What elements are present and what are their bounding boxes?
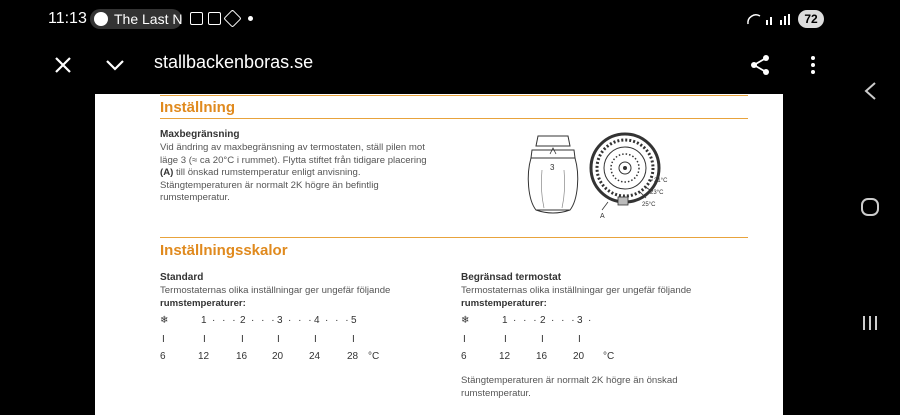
- battery-indicator: 72: [798, 10, 824, 28]
- mail-icon: [208, 12, 221, 25]
- recents-icon[interactable]: [852, 305, 888, 341]
- more-notifications-dot: [248, 16, 253, 21]
- limited-description: Termostaternas olika inställningar ger ungefär följande rumstemperaturer:: [461, 285, 692, 309]
- standard-title: Standard: [160, 272, 204, 283]
- standard-scale-row: ❄ 1 · · · 2 · · · 3 · · · 4 · · · 5: [160, 315, 357, 326]
- svg-text:3: 3: [550, 163, 555, 172]
- dial-icon: [591, 134, 659, 210]
- section-rule: [160, 237, 748, 238]
- thermostat-head-icon: [528, 136, 577, 213]
- limited-title: Begränsad termostat: [461, 272, 562, 283]
- instruction-text: Vid ändring av maxbegränsning av termostaten, ställ pilen mot läge 3 (≈ ca 20°C i rummet). Flytta stiftet från tidigare placering (A) till önskad rumstemperatur enligt anvisning. Stängtemperaturen är normalt 2K högre än befintlig rumstemperatur.: [160, 142, 427, 203]
- frost-icon: ❄: [160, 315, 169, 326]
- limited-tick-row: I I I I: [463, 334, 581, 345]
- thermostat-illustration: [520, 130, 730, 220]
- limited-temp-row: 6 12 16 20 °C: [461, 351, 615, 362]
- chevron-down-icon[interactable]: [100, 50, 130, 80]
- browser-toolbar: [0, 38, 830, 94]
- signal-icon: [746, 12, 796, 26]
- section-rule: [160, 95, 748, 96]
- home-icon[interactable]: [852, 189, 888, 225]
- svg-text:A: A: [600, 213, 605, 220]
- standard-tick-row: I I I I I I: [162, 334, 355, 345]
- screenshot-icon: [190, 12, 203, 25]
- status-bar: [0, 0, 830, 38]
- limited-note: Stängtemperaturen är normalt 2K högre än önskad rumstemperatur.: [461, 375, 678, 399]
- frost-icon: ❄: [461, 315, 470, 326]
- media-title: The Last N: [114, 11, 183, 27]
- section-heading: Inställningsskalor: [160, 242, 288, 259]
- share-icon[interactable]: [746, 50, 776, 80]
- standard-description: Termostaternas olika inställningar ger ungefär följande rumstemperaturer:: [160, 285, 391, 309]
- svg-text:23°C: 23°C: [650, 190, 664, 196]
- standard-temp-row: 6 12 16 20 24 28 °C: [160, 351, 380, 362]
- clock: 11:13: [48, 10, 87, 27]
- subheading: Maxbegränsning: [160, 129, 240, 140]
- document-page: [95, 94, 783, 415]
- svg-text:25°C: 25°C: [642, 202, 656, 208]
- navigation-bar: [840, 0, 900, 415]
- media-chip[interactable]: [90, 9, 182, 29]
- page-url[interactable]: stallbackenboras.se: [154, 52, 314, 72]
- section-rule: [160, 118, 748, 119]
- section-heading: Inställning: [160, 99, 235, 116]
- notification-icon: [223, 9, 241, 27]
- close-icon[interactable]: [48, 50, 78, 80]
- back-icon[interactable]: [852, 73, 888, 109]
- spotify-icon: [94, 12, 108, 26]
- limited-scale-row: ❄ 1 · · · 2 · · · 3 ·: [461, 315, 592, 326]
- more-options-icon[interactable]: [798, 50, 828, 80]
- svg-text:21°C: 21°C: [654, 178, 668, 184]
